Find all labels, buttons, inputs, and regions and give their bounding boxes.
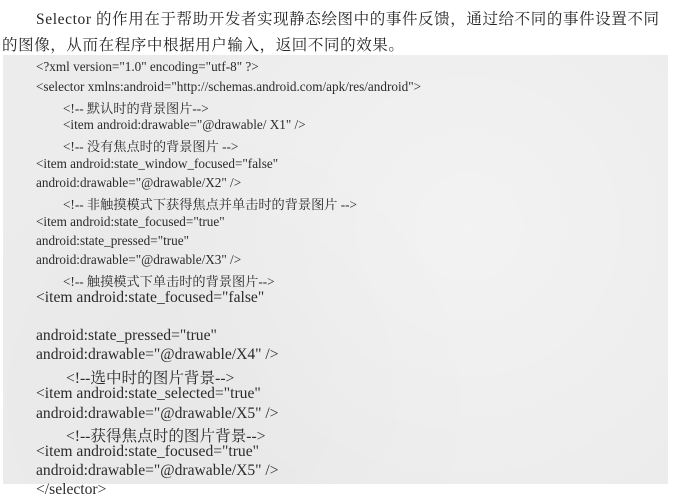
- code-line: <item android:state_window_focused="false": [36, 156, 279, 171]
- code-line: android:drawable="@drawable/X3" />: [36, 252, 242, 267]
- code-comment: <!-- 没有焦点时的背景图片 -->: [63, 139, 239, 154]
- intro-line-1: Selector 的作用在于帮助开发者实现静态绘图中的事件反馈，通过给不同的事件设置不同: [36, 11, 660, 28]
- code-line: <item android:state_focused="true": [36, 443, 260, 460]
- code-line: android:drawable="@drawable/X5" />: [36, 462, 279, 479]
- code-comment: <!--获得焦点时的图片背景-->: [66, 428, 266, 445]
- code-line: <item android:drawable="@drawable/ X1" />: [63, 117, 306, 132]
- code-line: <item android:state_focused="true": [36, 214, 225, 229]
- selector-close-tag: </selector>: [36, 481, 107, 498]
- code-line: android:drawable="@drawable/X5" />: [36, 405, 279, 422]
- code-line: android:drawable="@drawable/X4" />: [36, 346, 279, 363]
- code-line: <item android:state_selected="true": [36, 385, 261, 402]
- code-comment: <!-- 触摸模式下单击时的背景图片-->: [63, 274, 275, 289]
- code-line: <item android:state_focused="false": [36, 289, 265, 306]
- code-comment: <!--选中时的图片背景-->: [66, 370, 235, 387]
- xml-declaration: <?xml version="1.0" encoding="utf-8" ?>: [36, 59, 259, 74]
- code-comment: <!-- 默认时的背景图片-->: [63, 101, 209, 116]
- code-line: android:state_pressed="true": [36, 327, 217, 344]
- code-listing: [3, 55, 668, 498]
- code-comment: <!-- 非触摸模式下获得焦点并单击时的背景图片 -->: [63, 197, 357, 212]
- selector-open-tag: <selector xmlns:android="http://schemas.android.com/apk/res/android">: [36, 79, 422, 94]
- intro-line-2: 的图像，从而在程序中根据用户输入，返回不同的效果。: [2, 37, 405, 54]
- code-line: android:drawable="@drawable/X2" />: [36, 175, 242, 190]
- code-line: android:state_pressed="true": [36, 233, 189, 248]
